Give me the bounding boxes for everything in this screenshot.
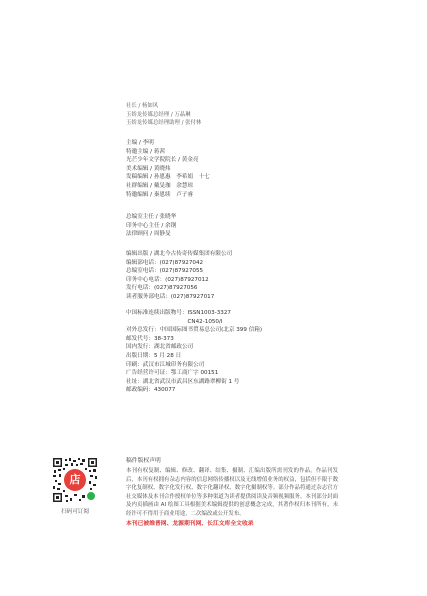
- editorial-credits: [126, 139, 210, 199]
- info-line: 中国标准连续出版物号：ISSN1003-3327: [126, 310, 231, 316]
- credit-line: 美术编辑 / 黄晓炜: [126, 165, 171, 172]
- store-badge-icon: 店: [64, 469, 86, 491]
- info-line: 对外总发行：中国国际图书贸易总公司(北京 399 信箱): [126, 327, 263, 334]
- contact-line: 总编室电话：(027)87927055: [126, 268, 204, 275]
- info-line: 邮政编码：430077: [126, 387, 176, 394]
- copyright-notice: [126, 457, 338, 529]
- credit-line: 发稿编辑 / 孙恩惠 李希娟 十七: [126, 174, 210, 181]
- info-line: 国内发行：湖北省邮政公司: [126, 344, 194, 351]
- credit-line: 玉娇龙传媒总经理助理 / 张付林: [126, 120, 202, 127]
- copyright-title: 稿件版权声明: [126, 458, 161, 464]
- credit-line: 印务中心主任 / 余钢: [126, 222, 177, 229]
- office-credits: [126, 213, 176, 239]
- subscription-qr[interactable]: [52, 457, 108, 515]
- indexing-notice: 本刊已被维普网、龙源期刊网、长江文库全文收录: [126, 520, 254, 527]
- leadership-credits: [126, 102, 201, 128]
- credit-line: 社群编辑 / 戴旻珈 余慧琼: [126, 182, 193, 189]
- qr-caption: 扫码可订阅: [61, 509, 89, 515]
- info-line: 印刷：武汉市江城印务有限公司: [126, 361, 205, 368]
- publisher-contacts: [126, 250, 232, 302]
- publication-info: [126, 309, 262, 395]
- credit-line: 法律顾问 / 周静旻: [126, 231, 171, 238]
- info-line: 出版日期：5 月 28 日: [126, 352, 182, 359]
- wechat-icon: [87, 492, 95, 500]
- copyright-body: 本刊有权复制、编辑、修改、翻译、结集、摄制、汇编出版所需刊发的作品。作品刊发后，本刊有权拥有杂志内容的信息网络传播权以及无线增值业务的权益，包括但不限于数字化复制权、数字化发行权、数字化翻译权、数字化摄制权等。部分作品将通过杂志官方社交媒体及本刊合作授权单位等多种渠道为读者提供阅读及音频视频服务。本刊部分封面及内页插画由 AI 绘图工具根据美术编辑提供的创意概念完成，其著作权归本刊所有，未经许可不得用于商业用途，二次编改或公开发布。: [126, 468, 338, 517]
- info-line: 社址：湖北省武汉市武昌区东湖路翠柳街 1 号: [126, 378, 240, 385]
- credit-line: 主编 / 李明: [126, 140, 154, 146]
- contact-line: 印务中心电话：(027)87927012: [126, 276, 209, 283]
- credit-line: 玉娇龙传媒总经理 / 万晶琳: [126, 111, 191, 118]
- credit-line: 特邀主编 / 蒋茜: [126, 148, 166, 155]
- contact-line: 发行电话：(027)87927056: [126, 285, 198, 292]
- contact-line: 编辑出版 / 湖北今古传奇传媒集团有限公司: [126, 251, 233, 257]
- contact-line: 读者服务部电话：(027)87927017: [126, 293, 215, 300]
- credit-line: 特邀编辑 / 秦恩续 卢子睿: [126, 191, 193, 198]
- contact-line: 编辑部电话：(027)87927042: [126, 259, 204, 266]
- credit-line: 总编室主任 / 张晓华: [126, 214, 177, 220]
- qr-code[interactable]: [52, 457, 98, 503]
- info-line: 广告经营许可证：鄂工商广字 00151: [126, 370, 219, 377]
- credit-line: 社长 / 杨如风: [126, 103, 159, 109]
- credit-line: 光芒少年文学院院长 / 黄金亮: [126, 157, 199, 164]
- info-line: 邮发代号：38-373: [126, 335, 174, 342]
- info-line: CN42-1050/I: [126, 318, 223, 325]
